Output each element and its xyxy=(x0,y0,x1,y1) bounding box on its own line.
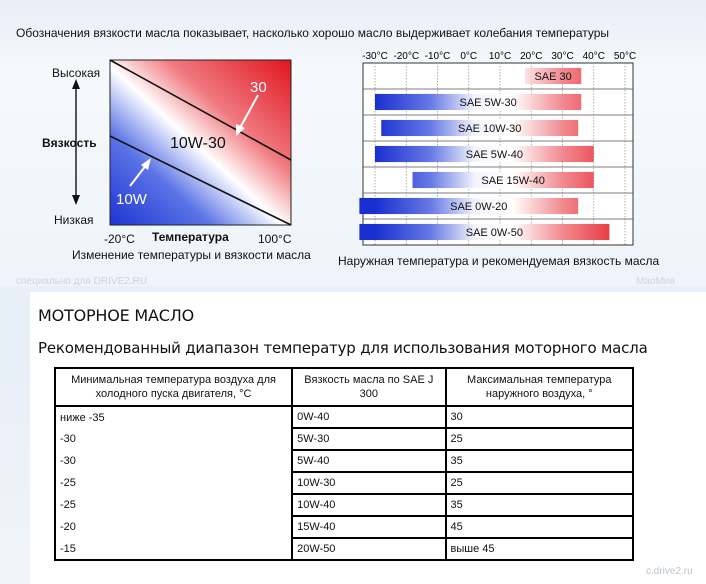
range-bar-label: SAE 15W-40 xyxy=(481,175,545,187)
cell-max-temp: 25 xyxy=(446,472,633,494)
low-label: Низкая xyxy=(54,213,94,227)
watermark-right: МаоМия xyxy=(636,276,675,287)
cell-viscosity: 5W-40 xyxy=(292,450,445,472)
range-bar-label: SAE 30 xyxy=(534,71,572,83)
label-10w-30: 10W-30 xyxy=(170,135,226,152)
cell-viscosity: 15W-40 xyxy=(292,516,445,538)
table-row xyxy=(55,538,633,560)
x-tick-label: 20°С xyxy=(520,51,543,62)
cell-max-temp: 35 xyxy=(446,450,633,472)
cell-max-temp: 35 xyxy=(446,494,633,516)
header-viscosity: Вязкость масла по SAE J 300 xyxy=(292,368,445,406)
table-row xyxy=(55,450,633,472)
right-chart-caption: Наружная температура и рекомендуемая вязкость масла xyxy=(338,254,660,268)
x-max-label: 100°С xyxy=(258,232,292,246)
label-10w: 10W xyxy=(116,191,147,208)
table-row xyxy=(55,494,633,516)
label-30: 30 xyxy=(250,79,267,96)
table-row xyxy=(55,472,633,494)
watermark-bottom: c.drive2.ru xyxy=(646,566,693,577)
cell-viscosity: 5W-30 xyxy=(292,428,445,450)
cell-min-temp: ниже -35 xyxy=(55,406,292,428)
header-max-temp: Максимальная температура наружного воздуха, ° xyxy=(446,368,633,406)
cell-max-temp: 30 xyxy=(446,406,633,428)
cell-min-temp: -30 xyxy=(55,450,292,472)
range-bar-label: SAE 5W-30 xyxy=(459,97,517,109)
section-subtitle: Рекомендованный диапазон температур для использования моторного масла xyxy=(38,339,648,357)
section-title: МОТОРНОЕ МАСЛО xyxy=(38,306,194,325)
cell-viscosity: 10W-30 xyxy=(292,472,445,494)
cell-min-temp: -25 xyxy=(55,494,292,516)
x-tick-label: -30°С xyxy=(362,51,388,62)
x-tick-label: -20°С xyxy=(393,51,420,62)
table-row xyxy=(55,406,633,428)
range-bar-label: SAE 0W-50 xyxy=(465,227,524,239)
x-title: Температура xyxy=(152,230,229,244)
cell-min-temp: -30 xyxy=(55,428,292,450)
cell-viscosity: 20W-50 xyxy=(292,538,445,560)
table-header-row xyxy=(55,368,633,406)
range-bar-label: SAE 5W-40 xyxy=(465,149,524,161)
x-tick-label: 0°С xyxy=(460,51,478,62)
range-bar-label: SAE 10W-30 xyxy=(457,123,522,135)
x-tick-label: 40°С xyxy=(582,51,605,62)
range-chart xyxy=(355,42,700,252)
cell-min-temp: -25 xyxy=(55,472,292,494)
table-row xyxy=(55,516,633,538)
x-tick-label: -10°С xyxy=(424,51,451,62)
x-tick-label: 50°С xyxy=(613,51,637,62)
left-chart-caption: Изменение температуры и вязкости масла xyxy=(72,248,311,262)
oil-table xyxy=(54,367,634,561)
top-caption: Обозначения вязкости масла показывает, насколько хорошо масло выдерживает колебания температуры xyxy=(16,26,610,40)
high-label: Высокая xyxy=(52,66,101,80)
table-row xyxy=(55,428,633,450)
cell-max-temp: выше 45 xyxy=(446,538,633,560)
x-tick-label: 30°С xyxy=(551,51,574,62)
cell-viscosity: 0W-40 xyxy=(292,406,445,428)
cell-max-temp: 25 xyxy=(446,428,633,450)
range-bar-label: SAE 0W-20 xyxy=(450,201,508,213)
watermark-left: специально для DRIVE2.RU xyxy=(16,276,147,287)
cell-min-temp: -20 xyxy=(55,516,292,538)
viscosity-label: Вязкость xyxy=(42,136,97,150)
cell-max-temp: 45 xyxy=(446,516,633,538)
header-min-temp: Минимальная температура воздуха для холодного пуска двигателя, °С xyxy=(55,368,292,406)
x-min-label: -20°С xyxy=(104,232,135,246)
x-tick-label: 10°С xyxy=(488,51,512,62)
cell-viscosity: 10W-40 xyxy=(292,494,445,516)
cell-min-temp: -15 xyxy=(55,538,292,560)
